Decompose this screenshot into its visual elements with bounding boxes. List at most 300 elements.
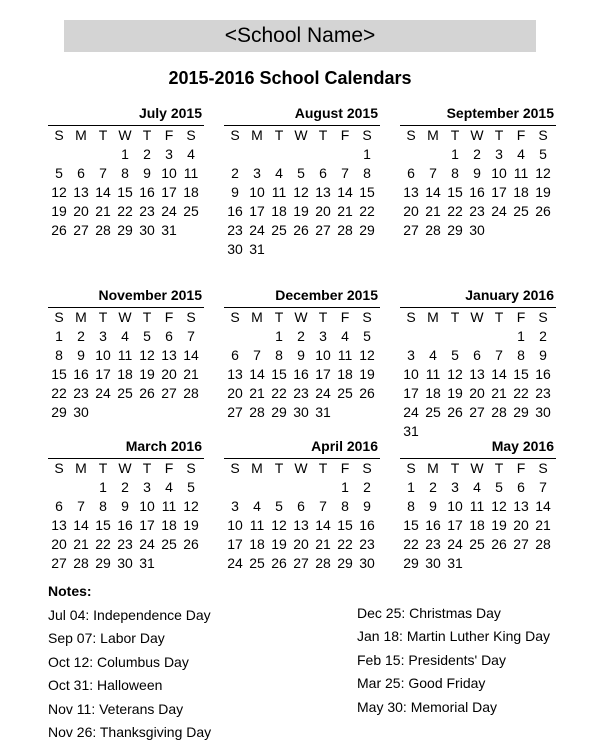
day-cell: 29: [359, 222, 375, 238]
day-cell: 17: [95, 366, 111, 382]
empty-day: [246, 478, 268, 497]
day-cell: 23: [227, 222, 243, 238]
day-cell: 9: [231, 184, 239, 200]
day-cell: 10: [315, 347, 331, 363]
day-cell: 12: [271, 517, 287, 533]
weekday-header: F: [164, 127, 174, 143]
day-cell: 4: [341, 328, 349, 344]
day-cell: 12: [139, 347, 155, 363]
weekday-header: T: [450, 127, 460, 143]
day-cell: 5: [55, 165, 63, 181]
day-grid: [400, 308, 556, 441]
weekday-header: T: [450, 460, 460, 476]
weekday-header: S: [54, 309, 64, 325]
weekday-header: M: [251, 460, 263, 476]
day-cell: 2: [539, 328, 547, 344]
day-cell: 16: [227, 203, 243, 219]
day-cell: 8: [341, 498, 349, 514]
day-cell: 11: [425, 366, 441, 382]
day-cell: 17: [161, 184, 177, 200]
day-cell: 1: [341, 479, 349, 495]
day-cell: 15: [403, 517, 419, 533]
day-cell: 30: [359, 555, 375, 571]
day-cell: 29: [403, 555, 419, 571]
day-cell: 14: [337, 184, 353, 200]
weekday-header: S: [230, 460, 240, 476]
day-cell: 27: [315, 222, 331, 238]
day-cell: 29: [51, 404, 67, 420]
month-calendar: [224, 104, 380, 259]
weekday-header: S: [186, 309, 196, 325]
month-name: January 2016: [465, 287, 554, 303]
day-cell: 7: [319, 498, 327, 514]
day-cell: 17: [447, 517, 463, 533]
note-left-1: Sep 07: Labor Day: [48, 630, 165, 646]
day-cell: 27: [403, 222, 419, 238]
day-cell: 22: [337, 536, 353, 552]
day-cell: 16: [293, 366, 309, 382]
day-cell: 16: [359, 517, 375, 533]
weekday-header: F: [340, 127, 350, 143]
day-cell: 22: [271, 385, 287, 401]
day-cell: 3: [165, 146, 173, 162]
weekday-header: T: [98, 127, 108, 143]
weekday-header: T: [450, 309, 460, 325]
day-cell: 10: [491, 165, 507, 181]
weekday-header: T: [494, 127, 504, 143]
day-cell: 4: [187, 146, 195, 162]
day-cell: 24: [227, 555, 243, 571]
day-cell: 15: [359, 184, 375, 200]
day-cell: 1: [121, 146, 129, 162]
month-name: March 2016: [125, 438, 202, 454]
day-cell: 29: [513, 404, 529, 420]
day-cell: 1: [363, 146, 371, 162]
weekday-header: T: [274, 460, 284, 476]
day-cell: 25: [249, 555, 265, 571]
day-cell: 15: [337, 517, 353, 533]
day-cell: 15: [51, 366, 67, 382]
day-cell: 17: [403, 385, 419, 401]
empty-day: [224, 327, 246, 346]
day-cell: 9: [77, 347, 85, 363]
weekday-header: W: [294, 460, 308, 476]
day-cell: 18: [337, 366, 353, 382]
day-cell: 29: [337, 555, 353, 571]
weekday-header: S: [54, 460, 64, 476]
day-cell: 13: [293, 517, 309, 533]
day-cell: 5: [275, 498, 283, 514]
day-cell: 3: [407, 347, 415, 363]
month-name: November 2015: [98, 287, 202, 303]
note-left-5: Nov 26: Thanksgiving Day: [48, 724, 212, 740]
day-cell: 24: [139, 536, 155, 552]
day-cell: 23: [469, 203, 485, 219]
day-cell: 26: [183, 536, 199, 552]
weekday-header: T: [98, 309, 108, 325]
day-cell: 27: [513, 536, 529, 552]
day-cell: 11: [249, 517, 265, 533]
day-cell: 22: [513, 385, 529, 401]
day-cell: 6: [319, 165, 327, 181]
note-left-2: Oct 12: Columbus Day: [48, 654, 189, 670]
day-cell: 12: [535, 165, 551, 181]
note-right-4: May 30: Memorial Day: [357, 699, 498, 715]
day-cell: 11: [161, 498, 177, 514]
empty-day: [70, 145, 92, 164]
weekday-header: W: [118, 127, 132, 143]
empty-day: [268, 478, 290, 497]
day-cell: 30: [293, 404, 309, 420]
day-cell: 19: [491, 517, 507, 533]
day-cell: 18: [183, 184, 199, 200]
empty-day: [70, 478, 92, 497]
empty-day: [422, 145, 444, 164]
day-cell: 28: [73, 555, 89, 571]
day-cell: 25: [117, 385, 133, 401]
weekday-header: T: [142, 309, 152, 325]
day-cell: 11: [183, 165, 199, 181]
weekday-header: S: [186, 127, 196, 143]
day-cell: 6: [165, 328, 173, 344]
weekday-header: F: [516, 127, 526, 143]
day-cell: 7: [495, 347, 503, 363]
day-cell: 5: [363, 328, 371, 344]
weekday-header: T: [494, 460, 504, 476]
day-cell: 19: [139, 366, 155, 382]
empty-day: [312, 478, 334, 497]
empty-day: [246, 327, 268, 346]
day-cell: 21: [95, 203, 111, 219]
day-cell: 24: [447, 536, 463, 552]
day-cell: 15: [513, 366, 529, 382]
day-cell: 27: [73, 222, 89, 238]
month-calendar: [400, 437, 556, 573]
day-cell: 10: [161, 165, 177, 181]
day-cell: 15: [95, 517, 111, 533]
day-cell: 18: [117, 366, 133, 382]
weekday-header: M: [75, 460, 87, 476]
day-cell: 8: [517, 347, 525, 363]
day-cell: 28: [315, 555, 331, 571]
day-cell: 30: [425, 555, 441, 571]
day-cell: 13: [227, 366, 243, 382]
day-cell: 30: [469, 222, 485, 238]
empty-day: [290, 478, 312, 497]
day-cell: 3: [99, 328, 107, 344]
weekday-header: S: [538, 127, 548, 143]
day-cell: 21: [425, 203, 441, 219]
day-cell: 2: [429, 479, 437, 495]
day-cell: 9: [121, 498, 129, 514]
note-right-1: Jan 18: Martin Luther King Day: [357, 628, 550, 644]
day-cell: 5: [297, 165, 305, 181]
day-cell: 20: [293, 536, 309, 552]
weekday-header: W: [294, 127, 308, 143]
day-grid: [400, 459, 556, 573]
day-grid: [224, 126, 380, 259]
day-cell: 28: [491, 404, 507, 420]
day-grid: [224, 459, 380, 573]
day-cell: 14: [425, 184, 441, 200]
day-cell: 21: [337, 203, 353, 219]
day-cell: 18: [425, 385, 441, 401]
day-cell: 17: [139, 517, 155, 533]
day-cell: 15: [447, 184, 463, 200]
day-cell: 27: [51, 555, 67, 571]
month-calendar: [48, 286, 204, 422]
weekday-header: M: [427, 127, 439, 143]
weekday-header: S: [186, 460, 196, 476]
weekday-header: T: [274, 309, 284, 325]
weekday-header: S: [406, 127, 416, 143]
day-cell: 28: [249, 404, 265, 420]
day-cell: 6: [517, 479, 525, 495]
day-cell: 19: [293, 203, 309, 219]
weekday-header: M: [251, 309, 263, 325]
day-grid: [400, 126, 556, 240]
day-cell: 13: [403, 184, 419, 200]
day-cell: 2: [473, 146, 481, 162]
day-cell: 26: [535, 203, 551, 219]
weekday-header: S: [362, 460, 372, 476]
note-right-0: Dec 25: Christmas Day: [357, 605, 501, 621]
day-cell: 12: [293, 184, 309, 200]
month-calendar: [400, 104, 556, 240]
day-cell: 20: [403, 203, 419, 219]
weekday-header: T: [318, 309, 328, 325]
weekday-header: S: [362, 309, 372, 325]
day-cell: 14: [315, 517, 331, 533]
day-cell: 25: [161, 536, 177, 552]
day-cell: 24: [403, 404, 419, 420]
day-cell: 8: [99, 498, 107, 514]
month-calendar: [48, 437, 204, 573]
day-cell: 19: [271, 536, 287, 552]
day-cell: 20: [513, 517, 529, 533]
weekday-header: T: [142, 460, 152, 476]
day-cell: 31: [161, 222, 177, 238]
day-cell: 19: [447, 385, 463, 401]
day-grid: [48, 459, 204, 573]
day-cell: 6: [231, 347, 239, 363]
day-cell: 2: [121, 479, 129, 495]
day-cell: 9: [429, 498, 437, 514]
weekday-header: S: [538, 309, 548, 325]
day-cell: 15: [271, 366, 287, 382]
day-cell: 28: [337, 222, 353, 238]
note-right-3: Mar 25: Good Friday: [357, 675, 486, 691]
empty-day: [312, 145, 334, 164]
day-cell: 7: [77, 498, 85, 514]
day-cell: 6: [297, 498, 305, 514]
day-cell: 15: [117, 184, 133, 200]
day-cell: 25: [183, 203, 199, 219]
day-cell: 3: [231, 498, 239, 514]
day-cell: 25: [469, 536, 485, 552]
day-cell: 18: [469, 517, 485, 533]
day-cell: 20: [51, 536, 67, 552]
day-cell: 16: [139, 184, 155, 200]
month-calendar: [48, 104, 204, 240]
weekday-header: S: [406, 460, 416, 476]
day-cell: 31: [139, 555, 155, 571]
weekday-header: F: [340, 309, 350, 325]
day-cell: 4: [473, 479, 481, 495]
day-cell: 20: [161, 366, 177, 382]
empty-day: [422, 327, 444, 346]
day-cell: 23: [425, 536, 441, 552]
day-cell: 28: [183, 385, 199, 401]
day-cell: 24: [315, 385, 331, 401]
day-cell: 8: [451, 165, 459, 181]
calendar-title: 2015-2016 School Calendars: [168, 68, 412, 88]
day-cell: 10: [403, 366, 419, 382]
day-cell: 18: [513, 184, 529, 200]
day-cell: 31: [315, 404, 331, 420]
day-cell: 23: [535, 385, 551, 401]
weekday-header: F: [516, 309, 526, 325]
note-left-3: Oct 31: Halloween: [48, 677, 163, 693]
day-cell: 13: [513, 498, 529, 514]
day-cell: 28: [535, 536, 551, 552]
day-cell: 6: [77, 165, 85, 181]
day-cell: 16: [535, 366, 551, 382]
day-cell: 19: [51, 203, 67, 219]
day-cell: 14: [183, 347, 199, 363]
weekday-header: W: [470, 460, 484, 476]
weekday-header: T: [142, 127, 152, 143]
day-cell: 8: [121, 165, 129, 181]
weekday-header: S: [54, 127, 64, 143]
day-cell: 7: [253, 347, 261, 363]
day-cell: 23: [117, 536, 133, 552]
month-name: May 2016: [491, 438, 554, 454]
day-cell: 23: [359, 536, 375, 552]
weekday-header: M: [75, 127, 87, 143]
weekday-header: M: [427, 460, 439, 476]
weekday-header: S: [406, 309, 416, 325]
day-cell: 2: [363, 479, 371, 495]
empty-day: [48, 145, 70, 164]
day-cell: 26: [51, 222, 67, 238]
day-cell: 20: [469, 385, 485, 401]
day-cell: 1: [55, 328, 63, 344]
month-name: April 2016: [311, 438, 378, 454]
day-cell: 4: [429, 347, 437, 363]
month-name: September 2015: [446, 105, 554, 121]
weekday-header: F: [516, 460, 526, 476]
day-cell: 8: [363, 165, 371, 181]
weekday-header: S: [538, 460, 548, 476]
day-cell: 10: [227, 517, 243, 533]
day-cell: 7: [187, 328, 195, 344]
school-name-banner: <School Name>: [64, 20, 536, 52]
weekday-header: F: [340, 460, 350, 476]
day-cell: 10: [249, 184, 265, 200]
day-cell: 24: [95, 385, 111, 401]
day-cell: 4: [275, 165, 283, 181]
day-cell: 21: [183, 366, 199, 382]
empty-day: [224, 478, 246, 497]
weekday-header: F: [164, 309, 174, 325]
day-cell: 26: [447, 404, 463, 420]
day-cell: 6: [55, 498, 63, 514]
day-cell: 29: [271, 404, 287, 420]
month-name: July 2015: [138, 105, 202, 121]
weekday-header: T: [494, 309, 504, 325]
day-cell: 27: [227, 404, 243, 420]
day-cell: 25: [425, 404, 441, 420]
day-cell: 22: [95, 536, 111, 552]
day-cell: 23: [73, 385, 89, 401]
note-left-4: Nov 11: Veterans Day: [48, 701, 184, 717]
day-cell: 21: [73, 536, 89, 552]
day-cell: 8: [55, 347, 63, 363]
day-cell: 10: [95, 347, 111, 363]
note-right-2: Feb 15: Presidents' Day: [357, 652, 506, 668]
day-cell: 26: [271, 555, 287, 571]
day-cell: 19: [359, 366, 375, 382]
day-cell: 2: [297, 328, 305, 344]
empty-day: [268, 145, 290, 164]
weekday-header: W: [294, 309, 308, 325]
day-cell: 21: [249, 385, 265, 401]
day-cell: 16: [117, 517, 133, 533]
day-cell: 14: [249, 366, 265, 382]
day-cell: 12: [447, 366, 463, 382]
day-cell: 16: [469, 184, 485, 200]
day-cell: 29: [447, 222, 463, 238]
day-cell: 24: [161, 203, 177, 219]
day-cell: 3: [319, 328, 327, 344]
month-name: August 2015: [294, 105, 378, 121]
day-cell: 13: [73, 184, 89, 200]
day-cell: 27: [469, 404, 485, 420]
day-cell: 17: [491, 184, 507, 200]
day-cell: 22: [403, 536, 419, 552]
note-left-0: Jul 04: Independence Day: [48, 607, 211, 623]
day-cell: 3: [451, 479, 459, 495]
day-cell: 14: [73, 517, 89, 533]
day-cell: 3: [253, 165, 261, 181]
day-cell: 2: [143, 146, 151, 162]
day-cell: 1: [99, 479, 107, 495]
day-cell: 20: [73, 203, 89, 219]
day-cell: 18: [271, 203, 287, 219]
empty-day: [444, 327, 466, 346]
day-cell: 20: [227, 385, 243, 401]
day-cell: 27: [293, 555, 309, 571]
day-cell: 25: [337, 385, 353, 401]
day-cell: 7: [539, 479, 547, 495]
weekday-header: T: [318, 127, 328, 143]
day-cell: 4: [121, 328, 129, 344]
day-cell: 14: [95, 184, 111, 200]
day-cell: 17: [315, 366, 331, 382]
weekday-header: M: [427, 309, 439, 325]
day-cell: 23: [293, 385, 309, 401]
empty-day: [334, 145, 356, 164]
day-cell: 21: [535, 517, 551, 533]
day-cell: 23: [139, 203, 155, 219]
weekday-header: T: [318, 460, 328, 476]
day-cell: 1: [517, 328, 525, 344]
day-cell: 30: [73, 404, 89, 420]
day-cell: 7: [341, 165, 349, 181]
day-cell: 30: [227, 241, 243, 257]
day-cell: 4: [253, 498, 261, 514]
